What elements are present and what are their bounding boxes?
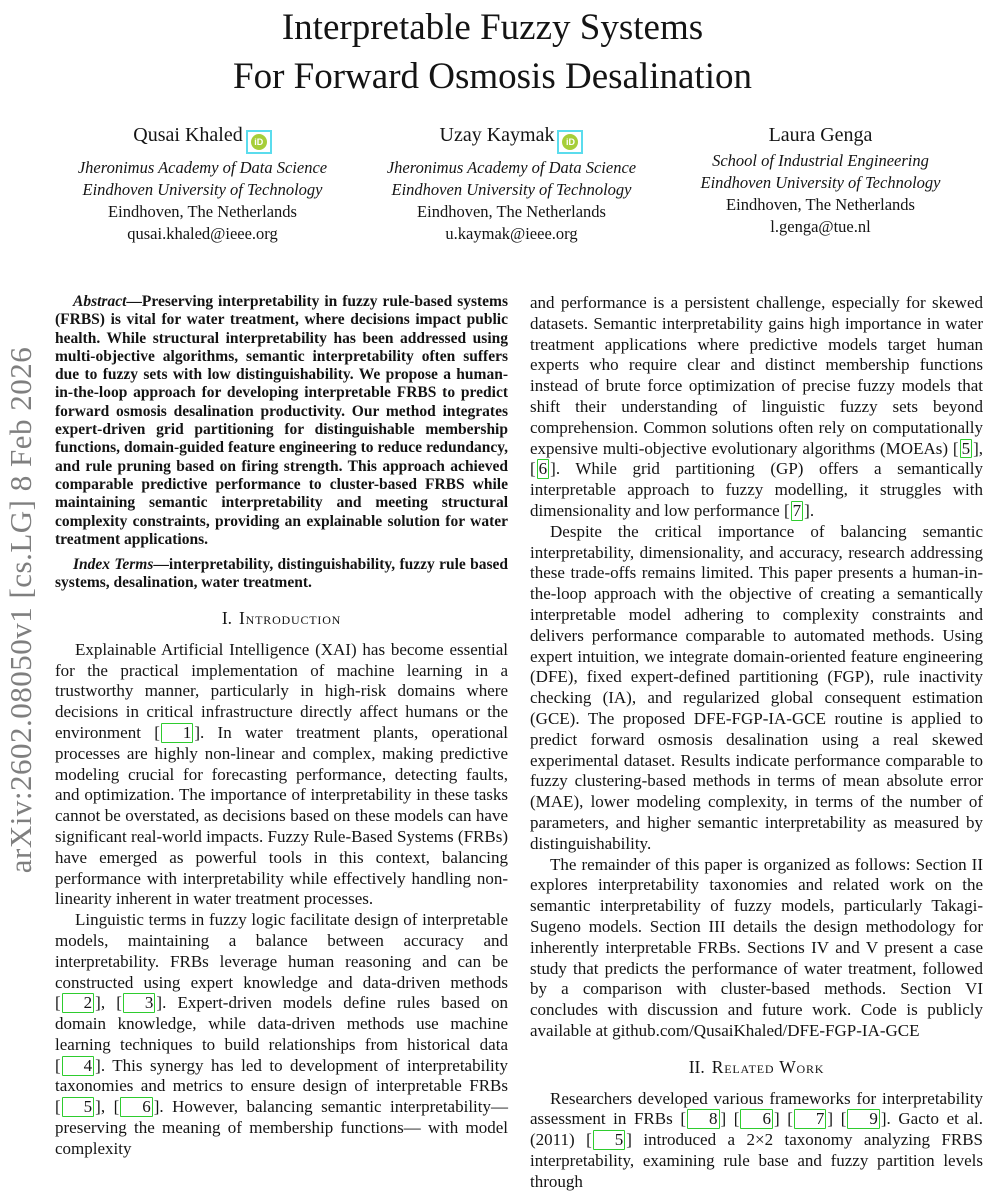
citation-number: 4 bbox=[62, 1056, 95, 1076]
author-1-affiliation-1: Jheronimus Academy of Data Science bbox=[77, 157, 328, 177]
section-1-number: I. bbox=[221, 607, 233, 628]
citation-link[interactable]: [ 6 ] bbox=[530, 459, 556, 479]
author-name-text: Uzay Kaymak bbox=[439, 123, 555, 146]
author-3-email: l.genga@tue.nl bbox=[770, 216, 871, 236]
intro-paragraph-3: Despite the critical importance of balancing semantic interpretability, dimensionality, and accuracy, research addressing these trade-offs remains limited. This paper presents a human-in-the-loop approach with the objective of creating a semantically interpretable model adhering to complexity constraints and delivers performance comparable to automated methods. Using expert intuition, we integrate domain-oriented feature engineering (DFE), fixed expert-defined partitioning (FGP), rule inactivity checking (IA), and regularized global consequent estimation (GCE). The proposed DFE-FGP-IA-GCE routine is applied to predict forward osmosis desalination using a real skewed experimental dataset. Results indicate performance comparable to fuzzy clustering-based methods in terms of mean absolute error (MAE), lower modeling complexity, in terms of the number of parameters, and higher semantic interpretability as measured by distinguishability. bbox=[530, 521, 983, 853]
section-2-title: Related Work bbox=[711, 1056, 825, 1077]
arxiv-watermark: arXiv:2602.08050v1 [cs.LG] 8 Feb 2026 bbox=[3, 346, 38, 874]
author-3 bbox=[666, 124, 975, 245]
author-2-email: u.kaymak@ieee.org bbox=[445, 223, 578, 243]
citation-number: 6 bbox=[538, 459, 548, 479]
paper-title bbox=[0, 0, 985, 102]
citation-number: 2 bbox=[62, 993, 95, 1013]
intro-paragraph-4: The remainder of this paper is organized as follows: Section II explores interpretability taxonomies and related work on the semantic interpretability of fuzzy models, particularly Takagi-Sugeno models. Section III details the design methodology for inherently interpretable FRBs. Sections IV and V present a case study that predicts the performance of water treatment, followed by a comparison with cluster-based methods. Section VI concludes with discussion and future work. Code is publicly available at github.com/QusaiKhaled/DFE-FGP-IA-GCE bbox=[530, 854, 983, 1040]
intro-paragraph-2: Linguistic terms in fuzzy logic facilitate design of interpretable models, maintaining a balance between accuracy and interpretability. FRBs leverage human reasoning and can be constructed using expert knowledge and data-driven methods [ 2 ], [ 3 ]. Expert-driven models define rules based on domain knowledge, while data-driven methods use machine learning techniques to build relationships from historical data [ 4 ]. This synergy has led to development of interpretability taxonomies and metrics to ensure design of interpretable FRBs [ 5 ], [ 6 ]. However, balancing semantic interpretability—preserving the meaning of membership functions— with model complexity bbox=[55, 910, 508, 1158]
citation-link[interactable]: [ 6 ] bbox=[113, 1097, 160, 1117]
citation-link[interactable]: [ 1 ] bbox=[154, 722, 201, 742]
section-2-heading bbox=[530, 1057, 983, 1078]
orcid-icon: iD bbox=[562, 134, 578, 150]
author-1-email: qusai.khaled@ieee.org bbox=[127, 223, 278, 243]
author-1 bbox=[48, 124, 357, 245]
citation-link[interactable]: [ 9 ] bbox=[840, 1109, 887, 1129]
citation-number: 5 bbox=[593, 1130, 626, 1150]
citation-link[interactable]: [ 4 ] bbox=[55, 1055, 101, 1075]
citation-link[interactable]: [ 3 ] bbox=[116, 993, 163, 1013]
citation-link[interactable]: [ 7 ] bbox=[787, 1109, 834, 1129]
orcid-icon: iD bbox=[251, 134, 267, 150]
abstract bbox=[55, 293, 508, 549]
citation-number: 1 bbox=[161, 723, 194, 743]
citation-number: 3 bbox=[123, 993, 156, 1013]
citation-link[interactable]: [ 5 ] bbox=[586, 1130, 632, 1150]
section-1-title: Introduction bbox=[239, 607, 342, 628]
citation-link[interactable]: [ 8 ] bbox=[680, 1109, 727, 1129]
author-2-location: Eindhoven, The Netherlands bbox=[417, 201, 606, 221]
author-1-location: Eindhoven, The Netherlands bbox=[108, 201, 297, 221]
citation-number: 5 bbox=[62, 1097, 95, 1117]
title-line-2: For Forward Osmosis Desalination bbox=[233, 55, 752, 97]
author-name-text: Laura Genga bbox=[768, 123, 873, 146]
orcid-link[interactable] bbox=[246, 130, 272, 154]
citation-link[interactable]: [ 7 ] bbox=[783, 500, 810, 520]
author-row bbox=[48, 124, 975, 245]
intro-paragraph-1: Explainable Artificial Intelligence (XAI) has become essential for the practical implementation of machine learning in a trustworthy manner, particularly in high-risk domains where decisions in critical infrastructure directly affect humans or the environment [ 1 ]. In water treatment plants, operational processes are highly non-linear and complex, making predictive modeling crucial for forecasting performance, detecting faults, and optimization. The importance of interpretability in these tasks cannot be overstated, as decisions based on these models can have significant real-world impacts. Fuzzy Rule-Based Systems (FRBs) have emerged as powerful tools in this context, balancing performance with interpretability while effectively handling non-linearity inherent in water treatment processes. bbox=[55, 639, 508, 909]
author-3-name bbox=[666, 124, 975, 147]
citation-link[interactable]: [ 5 ] bbox=[952, 438, 979, 458]
left-column bbox=[55, 293, 508, 1200]
citation-number: 6 bbox=[120, 1097, 153, 1117]
author-1-name bbox=[48, 124, 357, 154]
section-1-heading bbox=[55, 608, 508, 629]
right-column bbox=[530, 293, 983, 1200]
related-work-paragraph-1: Researchers developed various frameworks for interpretability assessment in FRBs [ 8 ] [ 6 ] [ 7 ] [ 9 ]. Gacto et al. (2011) [ 5 ] introduced a 2×2 taxonomy analyzing FRBS interpretability, examining rule base and fuzzy partition levels through bbox=[530, 1088, 983, 1191]
author-3-affiliation-1: School of Industrial Engineering bbox=[712, 150, 929, 170]
citation-number: 5 bbox=[961, 438, 971, 458]
author-3-affiliation-2: Eindhoven University of Technology bbox=[700, 172, 941, 192]
citation-link[interactable]: [ 5 ] bbox=[55, 1097, 101, 1117]
author-3-location: Eindhoven, The Netherlands bbox=[726, 194, 915, 214]
citation-number: 9 bbox=[847, 1109, 880, 1129]
author-2 bbox=[357, 124, 666, 245]
author-2-affiliation-2: Eindhoven University of Technology bbox=[391, 179, 632, 199]
index-terms-text: —interpretability, distinguishability, fuzzy rule based systems, desalination, water treatment. bbox=[55, 556, 509, 592]
author-name-text: Qusai Khaled bbox=[133, 123, 243, 146]
author-2-name bbox=[357, 124, 666, 154]
citation-number: 7 bbox=[792, 500, 802, 520]
two-column-body bbox=[55, 293, 983, 1200]
citation-number: 7 bbox=[794, 1109, 827, 1129]
author-2-affiliation-1: Jheronimus Academy of Data Science bbox=[386, 157, 637, 177]
section-2-number: II. bbox=[688, 1056, 705, 1077]
orcid-link[interactable] bbox=[557, 130, 583, 154]
title-line-1: Interpretable Fuzzy Systems bbox=[281, 7, 704, 48]
citation-link[interactable]: [ 2 ] bbox=[55, 993, 101, 1013]
citation-link[interactable]: [ 6 ] bbox=[733, 1109, 780, 1129]
abstract-label: Abstract bbox=[73, 293, 127, 310]
index-terms-label: Index Terms bbox=[73, 556, 154, 574]
citation-number: 8 bbox=[687, 1109, 720, 1129]
citation-number: 6 bbox=[740, 1109, 773, 1129]
intro-paragraph-2-continued: and performance is a persistent challenge, especially for skewed datasets. Semantic interpretability gains high importance in water treatment applications where predictive models target human experts who require clear and distinct membership functions instead of brute force optimization of precise fuzzy models that shift their understanding of linguistic fuzzy sets beyond comprehension. Common solutions often rely on computationally expensive multi-objective evolutionary algorithms (MOEAs) [ 5 ], [ 6 ]. While grid partitioning (GP) offers a semantically interpretable approach to fuzzy modelling, it struggles with dimensionality and low performance [ 7 ]. bbox=[530, 293, 983, 520]
index-terms bbox=[55, 556, 508, 593]
author-1-affiliation-2: Eindhoven University of Technology bbox=[82, 179, 323, 199]
abstract-text: —Preserving interpretability in fuzzy rule-based systems (FRBS) is vital for water treatment, where decisions impact public health. While structural interpretability has been addressed using multi-objective algorithms, semantic interpretability often suffers due to fuzzy sets with low distinguishability. We propose a human-in-the-loop approach for developing interpretable FRBS to predict forward osmosis desalination productivity. Our method integrates expert-driven grid partitioning for distinguishable membership functions, domain-guided feature engineering to reduce redundancy, and rule pruning based on firing strength. This approach achieved comparable predictive performance to cluster-based FRBS while maintaining semantic interpretability and meeting structural complexity constraints, providing an explainable solution for water treatment applications. bbox=[55, 293, 508, 548]
